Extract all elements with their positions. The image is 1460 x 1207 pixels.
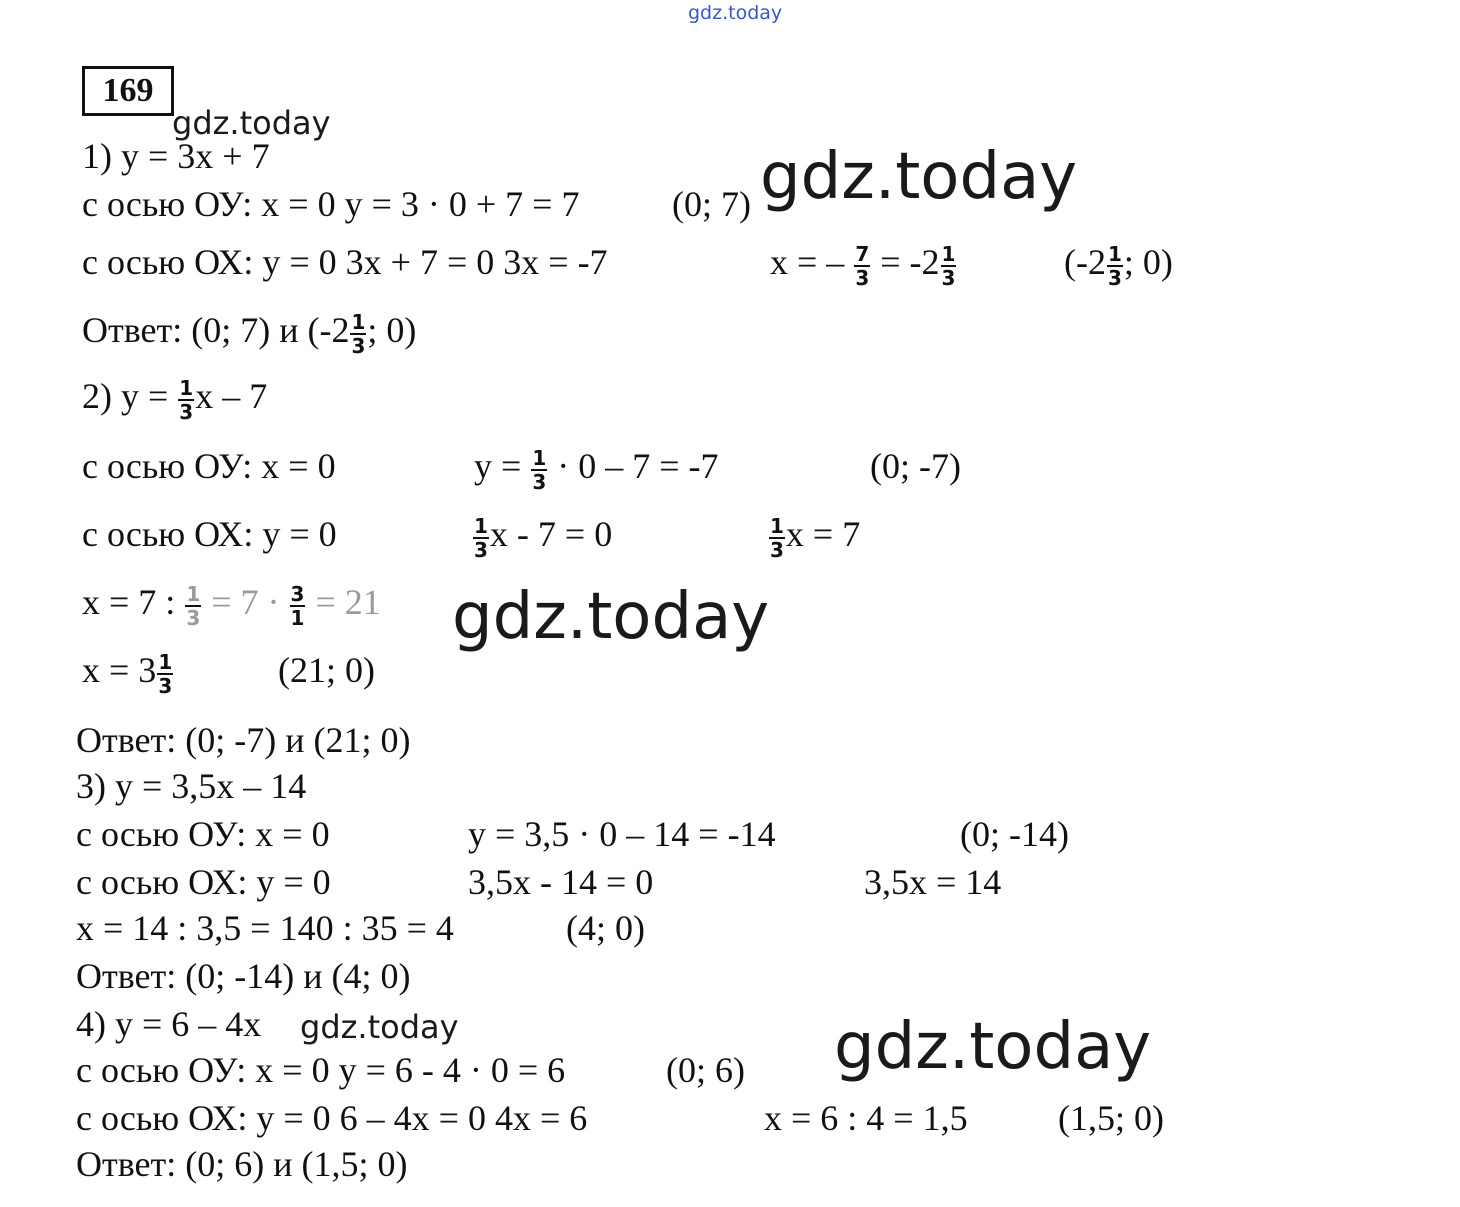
p4-ox-point: (1,5; 0) — [1058, 1098, 1164, 1138]
fraction-1-3 — [185, 583, 201, 629]
p2-ox-label: с осью ОХ: y = 0 — [82, 514, 337, 554]
watermark-large-1: gdz.today — [760, 140, 1078, 214]
fraction-1-3 — [531, 447, 547, 493]
frac-den: 3 — [179, 399, 194, 424]
frac-den: 3 — [474, 537, 488, 562]
p1-oy-point: (0; 7) — [672, 184, 751, 224]
frac-den: 3 — [532, 469, 547, 494]
frac-den: 3 — [351, 333, 366, 358]
frac-den: 3 — [855, 265, 870, 290]
frac-den: 3 — [941, 265, 956, 290]
frac-num: 1 — [179, 375, 194, 400]
watermark-small-2: gdz.today — [300, 1008, 459, 1046]
frac-num: 1 — [474, 513, 488, 538]
p2-x-result — [82, 650, 174, 697]
fraction-1-3 — [473, 515, 489, 561]
p4-answer: Ответ: (0; 6) и (1,5; 0) — [76, 1144, 408, 1184]
p3-ox-eq2: 3,5x = 14 — [864, 862, 1002, 902]
p2-x-calc-post: = 21 — [315, 582, 381, 622]
p3-oy-label: с осью ОУ: x = 0 — [76, 814, 330, 854]
frac-num: 1 — [941, 241, 956, 266]
p2-x-calc-pre: x = 7 : — [82, 582, 176, 622]
p1-ox-point — [1064, 242, 1173, 289]
p3-x-point: (4; 0) — [566, 908, 645, 948]
frac-num: 1 — [532, 445, 547, 470]
p2-x-calc-mid: = 7 · — [211, 582, 280, 622]
p1-pt-pre: (-2 — [1064, 242, 1106, 282]
p4-ox-x: x = 6 : 4 = 1,5 — [764, 1098, 968, 1138]
p2-oy-calc-post: · 0 – 7 = -7 — [557, 446, 719, 486]
frac-num: 1 — [158, 649, 173, 674]
p3-answer: Ответ: (0; -14) и (4; 0) — [76, 956, 411, 996]
p2-ox-eq1 — [472, 514, 612, 561]
p2-answer: Ответ: (0; -7) и (21; 0) — [76, 720, 411, 760]
frac-num: 1 — [770, 513, 784, 538]
p2-ox-eq2 — [768, 514, 860, 561]
p1-ans-pre: Ответ: (0; 7) и (-2 — [82, 310, 350, 350]
p3-oy-point: (0; -14) — [960, 814, 1069, 854]
p2-oy-label: с осью ОУ: x = 0 — [82, 446, 336, 486]
p2-oy-calc-pre: y = — [474, 446, 522, 486]
p2-eq-pre: 2) y = — [82, 376, 169, 416]
frac-den: 3 — [186, 605, 201, 630]
fraction-1-3 — [769, 515, 785, 561]
p3-x-calc: x = 14 : 3,5 = 140 : 35 = 4 — [76, 908, 454, 948]
p3-equation: 3) y = 3,5x – 14 — [76, 766, 307, 806]
frac-num: 1 — [351, 309, 366, 334]
p2-equation — [82, 376, 267, 423]
p3-oy-calc: y = 3,5 · 0 – 14 = -14 — [468, 814, 776, 854]
p2-oy-calc — [474, 446, 719, 493]
frac-den: 3 — [770, 537, 784, 562]
frac-num: 1 — [186, 581, 201, 606]
p2-x-res-pre: x = 3 — [82, 650, 157, 690]
fraction-1-3 — [350, 311, 366, 357]
p2-ox-eq1-post: x - 7 = 0 — [489, 514, 613, 554]
p2-x-calc — [82, 582, 381, 629]
p1-ox-line: с осью ОХ: y = 0 3x + 7 = 0 3x = -7 — [82, 242, 608, 282]
frac-num: 3 — [290, 581, 305, 606]
p4-equation: 4) y = 6 – 4x — [76, 1004, 262, 1044]
p4-ox-line: с осью ОХ: y = 0 6 – 4x = 0 4x = 6 — [76, 1098, 588, 1138]
fraction-7-3 — [854, 243, 870, 289]
frac-den: 3 — [158, 673, 173, 698]
p2-eq-post: x – 7 — [195, 376, 268, 416]
p2-ox-eq2-post: x = 7 — [785, 514, 861, 554]
p4-oy-point: (0; 6) — [666, 1050, 745, 1090]
p1-pt-post: ; 0) — [1123, 242, 1173, 282]
fraction-3-1 — [290, 583, 306, 629]
frac-den: 3 — [1107, 265, 1122, 290]
watermark-top: gdz.today — [688, 2, 783, 24]
watermark-large-3: gdz.today — [834, 1010, 1152, 1084]
p3-ox-eq1: 3,5x - 14 = 0 — [468, 862, 654, 902]
p2-oy-point: (0; -7) — [870, 446, 961, 486]
p3-ox-label: с осью ОХ: y = 0 — [76, 862, 331, 902]
fraction-1-3 — [941, 243, 957, 289]
p1-oy-line: с осью ОУ: x = 0 y = 3 · 0 + 7 = 7 — [82, 184, 580, 224]
fraction-1-3 — [178, 377, 194, 423]
watermark-small-1: gdz.today — [172, 104, 331, 142]
fraction-1-3 — [157, 651, 173, 697]
p1-ox-x-mid: = -2 — [880, 242, 940, 282]
p1-answer — [82, 310, 416, 357]
frac-num: 7 — [855, 241, 870, 266]
p1-ox-x — [770, 242, 957, 289]
p1-ans-post: ; 0) — [367, 310, 417, 350]
fraction-1-3 — [1107, 243, 1123, 289]
p4-oy-line: с осью ОУ: x = 0 y = 6 - 4 · 0 = 6 — [76, 1050, 566, 1090]
p1-ox-x-pre: x = – — [770, 242, 845, 282]
frac-num: 1 — [1107, 241, 1122, 266]
watermark-large-2: gdz.today — [452, 580, 770, 654]
p1-equation: 1) y = 3x + 7 — [82, 136, 270, 176]
problem-number: 169 — [82, 66, 174, 116]
p2-x-point: (21; 0) — [278, 650, 375, 690]
frac-den: 1 — [290, 605, 305, 630]
